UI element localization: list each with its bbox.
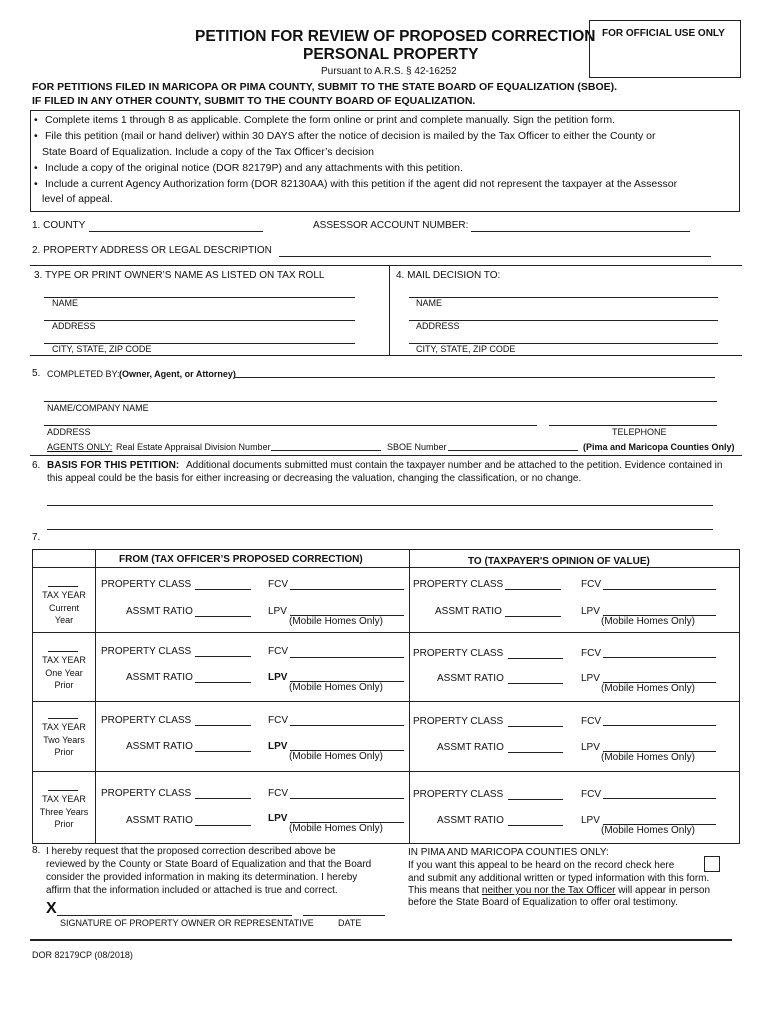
instruction-bullet: • [34,130,38,142]
from-assmt-ratio-field[interactable] [195,751,251,752]
tax-year-desc-2: Year [54,615,74,625]
pima-line-4: before the State Board of Equalization to offer oral testimony. [408,897,678,908]
date-field[interactable] [303,915,385,916]
tax-year-label: TAX YEAR [42,590,86,600]
tax-year-field[interactable] [48,718,78,719]
from-lpv-label: LPV [268,672,288,683]
table-row-divider [32,701,739,702]
signature-x-mark: X [46,900,57,917]
tax-year-field[interactable] [48,586,78,587]
to-mobile-homes: (Mobile Homes Only) [601,825,695,836]
assessor-account-field[interactable] [471,231,690,232]
to-fcv-label: FCV [581,789,601,800]
pima-line-3b: will appear in person [615,885,711,896]
owner-city-caption: CITY, STATE, ZIP CODE [52,344,152,354]
from-assmt-ratio-label: ASSMT RATIO [126,741,193,752]
to-lpv-label: LPV [581,742,600,753]
declaration-line-4: affirm that the information included or attached is true and correct. [46,885,338,896]
property-address-label: 2. PROPERTY ADDRESS OR LEGAL DESCRIPTION [32,245,272,256]
owner-name-label: 3. TYPE OR PRINT OWNER’S NAME AS LISTED ON TAX ROLL [34,270,325,281]
tax-year-field[interactable] [48,651,78,652]
tax-year-desc-2: Prior [54,680,74,690]
to-assmt-ratio-field[interactable] [508,683,563,684]
to-lpv-label: LPV [581,673,600,684]
to-property-class-label: PROPERTY CLASS [413,716,504,727]
table-col-divider [409,549,410,843]
owner-name-caption: NAME [52,298,79,308]
signature-caption: SIGNATURE OF PROPERTY OWNER OR REPRESENTATIVE [60,918,314,928]
to-mobile-homes: (Mobile Homes Only) [601,616,695,627]
instruction-bullet: • [34,178,38,190]
from-mobile-homes: (Mobile Homes Only) [289,823,383,834]
to-assmt-ratio-label: ASSMT RATIO [437,673,504,684]
to-property-class-field[interactable] [508,658,563,659]
mail-name-field[interactable] [409,297,718,298]
declaration-line-2: reviewed by the County or State Board of Equalization and that the Board [46,859,372,870]
table-col-divider [95,549,96,843]
tax-year-field[interactable] [48,790,78,791]
to-mobile-homes: (Mobile Homes Only) [601,752,695,763]
to-fcv-field[interactable] [603,589,716,590]
from-assmt-ratio-field[interactable] [195,682,251,683]
from-assmt-ratio-field[interactable] [195,825,251,826]
tax-year-desc-1: Current [48,603,79,613]
from-fcv-label: FCV [268,646,288,657]
declaration-num: 8. [32,845,41,856]
to-property-class-field[interactable] [508,799,563,800]
mail-address-caption: ADDRESS [416,321,460,331]
on-record-checkbox[interactable] [704,856,720,872]
to-property-class-field[interactable] [505,589,561,590]
from-fcv-field[interactable] [290,657,404,658]
from-mobile-homes: (Mobile Homes Only) [289,616,383,627]
property-address-field[interactable] [279,256,711,257]
divider [30,355,742,356]
to-fcv-field[interactable] [603,725,716,726]
pima-line-1: If you want this appeal to be heard on the record check here [408,860,675,871]
real-estate-number-field[interactable] [271,450,381,451]
completed-by-num: 5. [32,368,41,379]
to-fcv-field[interactable] [603,657,716,658]
completed-by-label: COMPLETED BY: [47,369,120,379]
table-row-divider [32,771,739,772]
signature-field[interactable] [57,915,292,916]
item-7-num: 7. [32,532,41,543]
declaration-line-3: consider the provided information in making its determination. I hereby [46,872,358,883]
instruction-1: Complete items 1 through 8 as applicable. Complete the form online or print and complete manually. Sign the petition form. [45,114,616,126]
from-property-class-label: PROPERTY CLASS [101,715,192,726]
from-lpv-label: LPV [268,606,287,617]
to-lpv-label: LPV [581,815,600,826]
tax-year-desc-1: Two Years [43,735,85,745]
pima-heading: IN PIMA AND MARICOPA COUNTIES ONLY: [408,847,609,858]
agent-address-field[interactable] [44,425,537,426]
from-property-class-field[interactable] [195,725,251,726]
to-assmt-ratio-label: ASSMT RATIO [437,815,504,826]
to-property-class-label: PROPERTY CLASS [413,648,504,659]
to-lpv-label: LPV [581,606,600,617]
notice-line-1: FOR PETITIONS FILED IN MARICOPA OR PIMA COUNTY, SUBMIT TO THE STATE BOARD OF EQUALIZATION (SBOE). [32,81,618,93]
from-assmt-ratio-label: ASSMT RATIO [126,606,193,617]
from-assmt-ratio-field[interactable] [195,616,251,617]
county-field[interactable] [89,231,263,232]
from-fcv-field[interactable] [290,589,404,590]
from-mobile-homes: (Mobile Homes Only) [289,682,383,693]
instruction-4b: level of appeal. [42,193,113,205]
to-assmt-ratio-field[interactable] [508,825,563,826]
from-property-class-field[interactable] [195,656,251,657]
tax-year-label: TAX YEAR [42,794,86,804]
from-lpv-label: LPV [268,741,288,752]
from-property-class-label: PROPERTY CLASS [101,579,192,590]
to-assmt-ratio-label: ASSMT RATIO [437,742,504,753]
pima-maricopa-note: (Pima and Maricopa Counties Only) [583,442,735,452]
page-title: PETITION FOR REVIEW OF PROPOSED CORRECTION [195,28,596,45]
tax-year-desc-2: Prior [54,747,74,757]
tax-year-desc-2: Prior [54,819,74,829]
official-use-label: FOR OFFICIAL USE ONLY [602,28,725,39]
to-assmt-ratio-field[interactable] [508,752,563,753]
from-property-class-field[interactable] [195,798,251,799]
basis-text-1: Additional documents submitted must contain the taxpayer number and be attached to the petition. Evidence contained in [186,460,723,471]
from-assmt-ratio-label: ASSMT RATIO [126,672,193,683]
pursuant-text: Pursuant to A.R.S. § 42-16252 [321,66,457,77]
from-assmt-ratio-label: ASSMT RATIO [126,815,193,826]
real-estate-number-label: Real Estate Appraisal Division Number [116,442,271,452]
to-header: TO (TAXPAYER'S OPINION OF VALUE) [468,556,650,567]
name-company-field[interactable] [44,401,717,402]
from-lpv-label: LPV [268,813,288,824]
from-fcv-label: FCV [268,715,288,726]
date-caption: DATE [338,918,362,928]
agent-address-caption: ADDRESS [47,427,91,437]
to-assmt-ratio-label: ASSMT RATIO [435,606,502,617]
from-mobile-homes: (Mobile Homes Only) [289,751,383,762]
basis-line-1[interactable] [47,505,713,506]
mail-name-caption: NAME [416,298,443,308]
telephone-caption: TELEPHONE [612,427,667,437]
mail-city-caption: CITY, STATE, ZIP CODE [416,344,516,354]
mail-decision-label: 4. MAIL DECISION TO: [396,270,501,281]
completed-by-field[interactable] [235,377,715,378]
valuation-table [32,549,740,844]
completed-by-options: (Owner, Agent, or Attorney) [119,369,236,379]
name-company-caption: NAME/COMPANY NAME [47,403,149,413]
from-fcv-field[interactable] [290,798,404,799]
tax-year-desc-1: Three Years [39,807,89,817]
basis-line-2[interactable] [47,529,713,530]
from-property-class-field[interactable] [195,589,251,590]
assessor-account-label: ASSESSOR ACCOUNT NUMBER: [313,220,469,231]
pima-line-3-underlined: neither you nor the Tax Officer [481,885,616,896]
divider [30,455,742,456]
pima-line-3a: This means that [408,885,482,896]
sboe-number-field[interactable] [448,450,578,451]
tax-year-label: TAX YEAR [42,655,86,665]
from-fcv-label: FCV [268,579,288,590]
to-assmt-ratio-field[interactable] [505,616,561,617]
instruction-bullet: • [34,162,38,174]
notice-line-2: IF FILED IN ANY OTHER COUNTY, SUBMIT TO THE COUNTY BOARD OF EQUALIZATION. [32,95,476,107]
from-fcv-label: FCV [268,788,288,799]
tax-year-label: TAX YEAR [42,722,86,732]
declaration-line-1: I hereby request that the proposed correction described above be [46,846,336,857]
instruction-3: Include a copy of the original notice (DOR 82179P) and any attachments with this petition. [45,162,463,174]
footer-divider [30,939,732,941]
pima-line-2: and submit any additional written or typed information with this form. [408,873,710,884]
instruction-bullet: • [34,114,38,126]
to-fcv-label: FCV [581,716,601,727]
from-property-class-label: PROPERTY CLASS [101,646,192,657]
to-mobile-homes: (Mobile Homes Only) [601,683,695,694]
basis-text-2: this appeal could be the basis for either increasing or decreasing the valuation, changing the classification, or no change. [47,473,582,484]
sboe-number-label: SBOE Number [387,442,447,452]
owner-address-caption: ADDRESS [52,321,96,331]
to-property-class-label: PROPERTY CLASS [413,579,504,590]
to-fcv-field[interactable] [603,798,716,799]
official-use-box [589,20,741,78]
county-label: 1. COUNTY [32,220,86,231]
to-fcv-label: FCV [581,648,601,659]
page-subtitle: PERSONAL PROPERTY [303,46,479,63]
to-property-class-field[interactable] [508,726,563,727]
agents-only-label: AGENTS ONLY: [47,442,113,452]
basis-num: 6. [32,460,41,471]
tax-year-desc-1: One Year [45,668,83,678]
basis-label: BASIS FOR THIS PETITION: [47,460,180,471]
from-fcv-field[interactable] [290,725,404,726]
to-property-class-label: PROPERTY CLASS [413,789,504,800]
divider [30,265,742,266]
pima-line-3 [408,885,710,896]
telephone-field[interactable] [549,425,717,426]
instruction-4: Include a current Agency Authorization form (DOR 82130AA) with this petition if the agent did not represent the taxpayer at the Assessor [45,178,678,190]
from-header: FROM (TAX OFFICER’S PROPOSED CORRECTION) [119,554,363,565]
to-fcv-label: FCV [581,579,601,590]
instruction-2b: State Board of Equalization. Include a copy of the Tax Officer’s decision [42,146,374,158]
table-header-divider [32,567,739,568]
from-property-class-label: PROPERTY CLASS [101,788,192,799]
table-row-divider [32,632,739,633]
instruction-2: File this petition (mail or hand deliver) within 30 DAYS after the notice of decision is mailed by the Tax Officer to either the County or [45,130,656,142]
owner-name-field[interactable] [44,297,355,298]
form-id: DOR 82179CP (08/2018) [32,950,133,960]
divider [389,265,390,355]
